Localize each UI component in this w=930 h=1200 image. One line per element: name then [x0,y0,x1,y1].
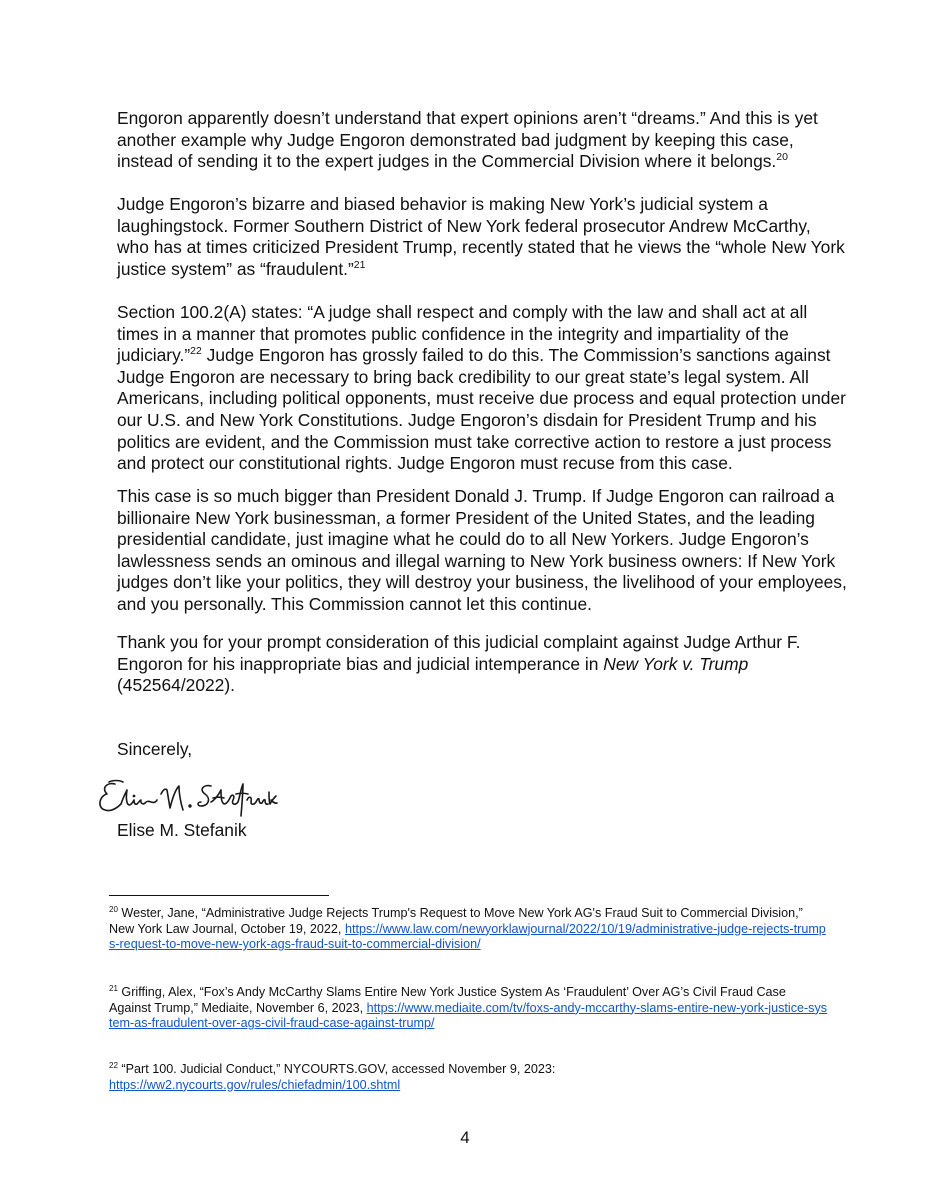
paragraph-text: Section 100.2(A) states: “A judge shall respect and comply with the law and shall act at all times in a manner that promotes public confidence in the integrity and impartiality of the judiciary.” [117,302,808,366]
footnote-separator [109,895,329,896]
paragraph-text: Judge Engoron’s bizarre and biased behavior is making New York’s judicial system a laughingstock. Former Southern District of New York federal prosecutor Andrew McCarthy, who has at times criticized President Trump, recently stated that he views the “whole New York justice system” as “fraudulent.” [117,194,845,279]
body-paragraph [117,108,847,173]
signature-image [93,772,283,822]
body-paragraph [117,194,847,280]
body-paragraph [117,486,847,616]
footnote-link[interactable]: https://www.law.com/newyorklawjournal/2022/10/19/administrative-judge-rejects-trumps-request-to-move-new-york-ags-fraud-suit-to-commercial-division/ [109,921,826,951]
paragraph-text: Thank you for your prompt consideration of this judicial complaint against Judge Arthur F. Engoron for his inappropriate bias and judicial intemperance in [117,632,801,674]
body-paragraph [117,302,847,475]
signer-name: Elise M. Stefanik [117,820,247,840]
footnote-22 [109,1062,829,1093]
body-paragraph [117,632,847,697]
footnote-text: “Part 100. Judicial Conduct,” NYCOURTS.GOV, accessed November 9, 2023: [117,1062,556,1076]
footnote-link[interactable]: https://ww2.nycourts.gov/rules/chiefadmin/100.shtml [109,1077,401,1092]
paragraph-text: (452564/2022). [117,675,235,696]
footnote-text: Griffing, Alex, “Fox’s Andy McCarthy Slams Entire New York Justice System As ‘Fraudulent’ Over AG’s Civil Fraud Case Against Trump,” Mediaite, November 6, 2023, [109,985,786,1015]
footnote-ref-22[interactable]: 22 [190,345,202,358]
paragraph-text: Engoron apparently doesn’t understand that expert opinions aren’t “dreams.” And this is yet another example why Judge Engoron demonstrated bad judgment by keeping this case, instead of sending it to the expert judges in the Commercial Division where it belongs. [117,108,818,172]
case-name: New York v. Trump [603,653,749,674]
footnote-ref-21[interactable]: 21 [353,258,366,271]
footnote-text: Wester, Jane, “Administrative Judge Rejects Trump's Request to Move New York AG's Fraud Suit to Commercial Division,” New York Law Journal, October 19, 2022, [109,906,803,936]
footnote-number: 20 [109,905,118,914]
footnote-number: 21 [109,984,118,993]
footnote-21 [109,985,829,1032]
footnote-number: 22 [109,1061,118,1070]
footnote-link[interactable]: https://www.mediaite.com/tv/foxs-andy-mccarthy-slams-entire-new-york-justice-system-as-fraudulent-over-ags-civil-fraud-case-against-trump/ [109,1000,828,1030]
closing-salutation: Sincerely, [117,739,193,759]
paragraph-text: This case is so much bigger than President Donald J. Trump. If Judge Engoron can railroad a billionaire New York businessman, a former President of the United States, and the leading presidential candidate, just imagine what he could do to all New Yorkers. Judge Engoron’s lawlessness sends an ominous and illegal warning to New York business owners: If New York judges don’t like your politics, they will destroy your business, the livelihood of your employees, and you personally. This Commission cannot let this continue. [117,486,847,614]
page-number: 4 [460,1128,470,1147]
footnote-20 [109,906,829,953]
footnote-ref-20[interactable]: 20 [776,151,788,164]
paragraph-text: Judge Engoron has grossly failed to do this. The Commission’s sanctions against Judge Engoron are necessary to bring back credibility to our great state’s legal system. All Americans, including political opponents, must receive due process and equal protection under our U.S. and New York Constitutions. Judge Engoron’s disdain for President Trump and his politics are evident, and the Commission must take corrective action to restore a just process and protect our constitutional rights. Judge Engoron must recuse from this case. [117,345,846,474]
